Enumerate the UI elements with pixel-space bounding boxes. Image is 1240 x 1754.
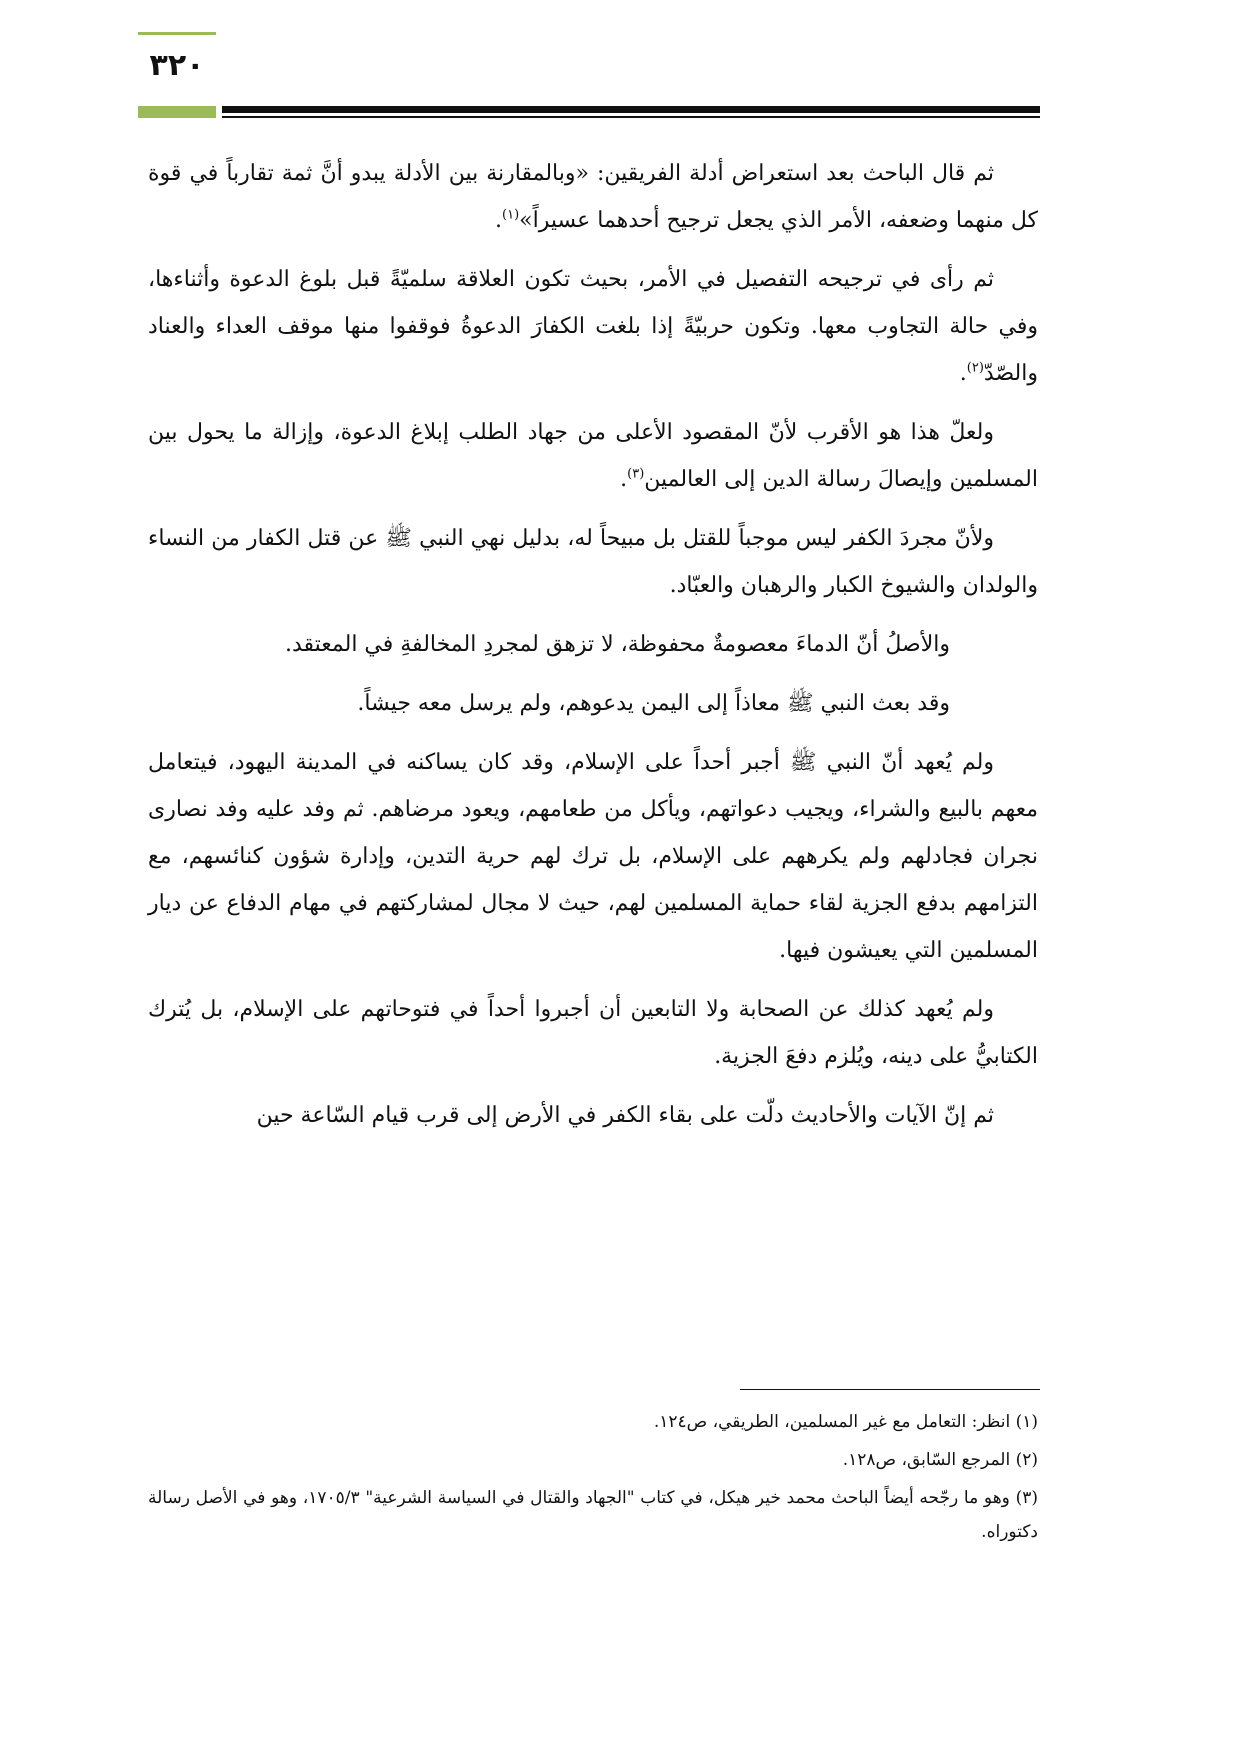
paragraph-6: وقد بعث النبي ﷺ معاذاً إلى اليمن يدعوهم، ولم يرسل معه جيشاً.	[357, 691, 950, 716]
footnotes	[148, 1405, 1038, 1553]
page-number: ٣٢٠	[149, 48, 205, 83]
footnote-ref-1: (١)	[502, 207, 520, 223]
paragraph-2: ثم رأى في ترجيحه التفصيل في الأمر، بحيث تكون العلاقة سلميّةً قبل بلوغ الدعوة وأثناءها، وفي حالة التجاوب معها. وتكون حربيّةً إذا بلغت الكفارَ الدعوةُ فوقفوا منها موقف العداء والعناد والصّدّ$^{(٢)}$.	[148, 267, 1038, 386]
header-rule	[222, 106, 1040, 113]
footnote-ref-2: (٢)	[966, 360, 984, 376]
paragraph-4: ولأنّ مجردَ الكفر ليس موجباً للقتل بل مبيحاً له، بدليل نهي النبي ﷺ عن قتل الكفار من النساء والولدان والشيوخ الكبار والرهبان والعبّاد.	[148, 526, 1038, 598]
paragraph-7: ولم يُعهد أنّ النبي ﷺ أجبر أحداً على الإسلام، وقد كان يساكنه في المدينة اليهود، فيتعامل معهم بالبيع والشراء، ويجيب دعواتهم، ويأكل من طعامهم، ويعود مرضاهم. ثم وفد عليه وفد نصارى نجران فجادلهم ولم يكرههم على الإسلام، بل ترك لهم حرية التدين، وإدارة شؤون كنائسهم، مع التزامهم بدفع الجزية لقاء حماية المسلمين لهم، حيث لا مجال لمشاركتهم في مهام الدفاع عن ديار المسلمين التي يعيشون فيها.	[148, 750, 1038, 963]
paragraph-5: والأصلُ أنّ الدماءَ معصومةٌ محفوظة، لا تزهق لمجردِ المخالفةِ في المعتقد.	[284, 632, 950, 657]
footnote-separator	[740, 1389, 1040, 1390]
footnote-1: (١) انظر: التعامل مع غير المسلمين، الطريقي، ص١٢٤.	[653, 1412, 1038, 1432]
header-rule-thin	[222, 116, 1040, 118]
footnote-3: (٣) وهو ما رجّحه أيضاً الباحث محمد خير هيكل، في كتاب "الجهاد والقتال في السياسة الشرعية" ١٧٠٥/٣، وهو في الأصل رسالة دكتوراه.	[148, 1488, 1039, 1542]
header-accent-bar	[138, 106, 216, 118]
paragraph-8: ولم يُعهد كذلك عن الصحابة ولا التابعين أن أجبروا أحداً في فتوحاتهم على الإسلام، بل يُترك الكتابيُّ على دينه، ويُلزم دفعَ الجزية.	[148, 997, 1038, 1069]
main-text	[148, 150, 1038, 1151]
paragraph-1: ثم قال الباحث بعد استعراض أدلة الفريقين: «وبالمقارنة بين الأدلة يبدو أنَّ ثمة تقارباً في قوة كل منهما وضعفه، الأمر الذي يجعل ترجيح أحدهما عسيراً»$^{(١)}$.	[148, 161, 1038, 233]
header-accent-line	[138, 32, 216, 35]
footnote-2: (٢) المرجع السّابق، ص١٢٨.	[842, 1450, 1038, 1470]
paragraph-9: ثم إنّ الآيات والأحاديث دلّت على بقاء الكفر في الأرض إلى قرب قيام السّاعة حين	[256, 1103, 994, 1128]
footnote-ref-3: (٣)	[627, 466, 645, 482]
paragraph-3: ولعلّ هذا هو الأقرب لأنّ المقصود الأعلى من جهاد الطلب إبلاغ الدعوة، وإزالة ما يحول بين المسلمين وإيصالَ رسالة الدين إلى العالمين$^{(٣)}$.	[148, 420, 1038, 492]
